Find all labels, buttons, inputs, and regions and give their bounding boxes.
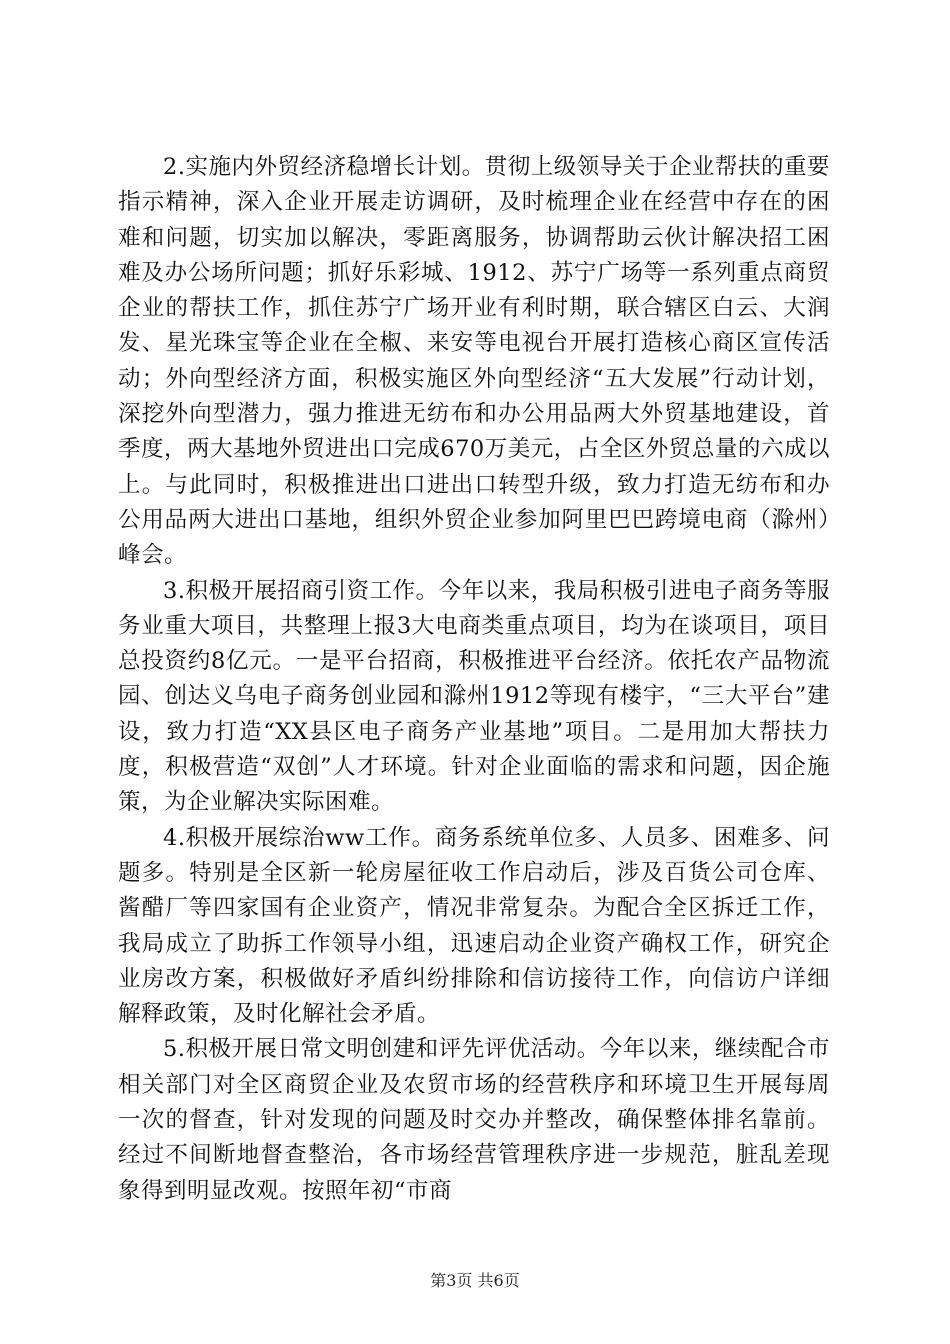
paragraph-item-5: 5.积极开展日常文明创建和评先评优活动。今年以来，继续配合市相关部门对全区商贸企业及农贸市场的经营秩序和环境卫生开展每周一次的督查，针对发现的问题及时交办并整改，确保整体排名靠前。经过不间断地督查整治，各市场经营管理秩序进一步规范，脏乱差现象得到明显改观。按照年初“市商 — [118, 1036, 830, 1204]
page-footer: 第3页 共6页 — [430, 1271, 520, 1290]
paragraph-item-2: 2.实施内外贸经济稳增长计划。贯彻上级领导关于企业帮扶的重要指示精神，深入企业开展走访调研，及时梳理企业在经营中存在的困难和问题，切实加以解决，零距离服务，协调帮助云伙计解决招工困难及办公场所问题；抓好乐彩城、1912、苏宁广场等一系列重点商贸企业的帮扶工作，抓住苏宁广场开业有利时期，联合辖区白云、大润发、星光珠宝等企业在全椒、来安等电视台开展打造核心商区宣传活动；外向型经济方面，积极实施区外向型经济“五大发展”行动计划，深挖外向型潜力，强力推进无纺布和办公用品两大外贸基地建设，首季度，两大基地外贸进出口完成670万美元，占全区外贸总量的六成以上。与此同时，积极推进出口进出口转型升级，致力打造无纺布和办公用品两大进出口基地，组织外贸企业参加阿里巴巴跨境电商（滁州）峰会。 — [118, 154, 830, 569]
paragraph-item-3: 3.积极开展招商引资工作。今年以来，我局积极引进电子商务等服务业重大项目，共整理上报3大电商类重点项目，均为在谈项目，项目总投资约8亿元。一是平台招商，积极推进平台经济。依托农产品物流园、创达义乌电子商务创业园和滁州1912等现有楼宇，“三大平台”建设，致力打造“XX县区电子商务产业基地”项目。二是用加大帮扶力度，积极营造“双创”人才环境。针对企业面临的需求和问题，因企施策，为企业解决实际困难。 — [118, 577, 830, 816]
document-body — [118, 150, 830, 1209]
paragraph-item-4: 4.积极开展综治ww工作。商务系统单位多、人员多、困难多、问题多。特别是全区新一轮房屋征收工作启动后，涉及百货公司仓库、酱醋厂等四家国有企业资产，情况非常复杂。为配合全区拆迁工作，我局成立了助拆工作领导小组，迅速启动企业资产确权工作，研究企业房改方案，积极做好矛盾纠纷排除和信访接待工作，向信访户详细解释政策，及时化解社会矛盾。 — [118, 824, 830, 1028]
